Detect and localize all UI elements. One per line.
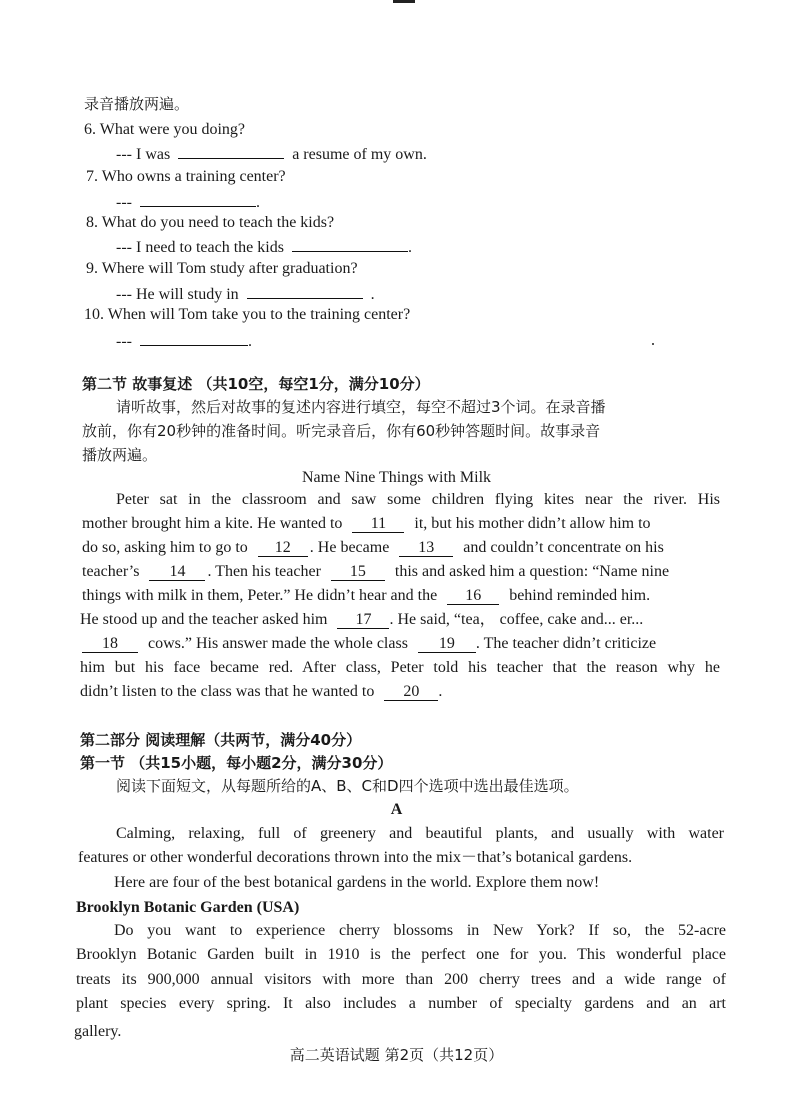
answer-blank-10[interactable] xyxy=(140,331,248,346)
story-line-6 xyxy=(80,610,793,630)
blank-16[interactable]: 16 xyxy=(447,587,499,605)
answer-suffix: . xyxy=(407,239,412,256)
answer-line-9 xyxy=(116,284,793,305)
answer-line-7 xyxy=(116,192,793,213)
story-line-2 xyxy=(82,514,793,534)
passage-a-p3-line3: treats its 900,000 annual visitors with more than 200 cherry trees and a wide range of xyxy=(76,971,726,988)
story-text: . He became xyxy=(309,539,390,556)
blank-12[interactable]: 12 xyxy=(258,539,308,557)
answer-blank-6[interactable] xyxy=(178,144,284,159)
story-line-4 xyxy=(82,562,793,582)
story-line-1: Peter sat in the classroom and saw some children flying kites near the river. His xyxy=(116,491,720,508)
section2-instruction-line3: 播放两遍。 xyxy=(82,446,158,464)
blank-15[interactable]: 15 xyxy=(331,563,385,581)
answer-suffix: . xyxy=(255,194,260,211)
garden-title: Brooklyn Botanic Garden (USA) xyxy=(76,899,300,916)
story-text: teacher’s xyxy=(82,563,140,580)
answer-blank-9[interactable] xyxy=(247,284,363,299)
answer-blank-8[interactable] xyxy=(292,237,408,252)
answer-prefix: --- I was xyxy=(116,146,171,163)
blank-20[interactable]: 20 xyxy=(384,683,438,701)
top-edge-mark xyxy=(393,0,415,3)
answer-line-6 xyxy=(116,144,793,165)
blank-11[interactable]: 11 xyxy=(352,515,404,533)
passage-a-p3-line2: Brooklyn Botanic Garden built in 1910 is the perfect one for you. This wonderful place xyxy=(76,946,726,963)
story-text: didn’t listen to the class was that he wanted to xyxy=(80,683,375,700)
part2-instruction: 阅读下面短文，从每题所给的A、B、C和D四个选项中选出最佳选项。 xyxy=(116,777,579,795)
section2-instruction-line1: 请听故事，然后对故事的复述内容进行填空，每空不超过3个词。在录音播 xyxy=(116,398,606,416)
story-text: do so, asking him to go to xyxy=(82,539,248,556)
part2-subheading: 第一节 （共15小题，每小题2分，满分30分） xyxy=(80,754,393,772)
section2-heading: 第二节 故事复述 （共10空，每空1分，满分10分） xyxy=(82,375,430,393)
answer-suffix: . xyxy=(370,286,375,303)
answer-prefix: --- xyxy=(116,194,132,211)
listening-intro-tail: 录音播放两遍。 xyxy=(84,95,190,113)
story-line-5 xyxy=(82,586,793,606)
answer-prefix: --- I need to teach the kids xyxy=(116,239,284,256)
question-6: 6. What were you doing? xyxy=(84,121,245,138)
answer-line-10 xyxy=(116,331,793,352)
story-text: this and asked him a question: “Name nine xyxy=(394,563,670,580)
answer-line-8 xyxy=(116,237,793,258)
story-line-9 xyxy=(80,682,793,702)
blank-17[interactable]: 17 xyxy=(337,611,389,629)
section2-instruction-line2: 放前，你有20秒钟的准备时间。听完录音后，你有60秒钟答题时间。故事录音 xyxy=(82,422,601,440)
page-footer: 高二英语试题 第2页（共12页） xyxy=(289,1046,504,1064)
answer-suffix: a resume of my own. xyxy=(292,146,427,163)
story-text: . He said, “tea， coffee, cake and... er... xyxy=(389,611,644,628)
story-line-3 xyxy=(82,538,793,558)
answer-suffix: . xyxy=(247,333,252,350)
story-text: and couldn’t concentrate on his xyxy=(463,539,664,556)
story-title: Name Nine Things with Milk xyxy=(301,469,492,486)
answer-prefix: --- xyxy=(116,333,132,350)
story-text: things with milk in them, Peter.” He didn’t hear and the xyxy=(82,587,438,604)
story-text: He stood up and the teacher asked him xyxy=(80,611,328,628)
passage-a-p3-line5: gallery. xyxy=(74,1023,122,1040)
part2-heading: 第二部分 阅读理解（共两节，满分40分） xyxy=(80,731,362,749)
passage-a-p1-line2: features or other wonderful decorations thrown into the mix－that’s botanical gardens. xyxy=(78,849,633,866)
story-line-7 xyxy=(82,634,793,654)
blank-14[interactable]: 14 xyxy=(149,563,205,581)
story-text: behind reminded him. xyxy=(509,587,651,604)
question-8: 8. What do you need to teach the kids? xyxy=(86,214,335,231)
passage-a-p3-line1: Do you want to experience cherry blossoms in New York? If so, the 52-acre xyxy=(114,922,726,939)
passage-a-p3-line4: plant species every spring. It also includes a number of specialty gardens and an art xyxy=(76,995,726,1012)
story-text: . Then his teacher xyxy=(207,563,321,580)
blank-18[interactable]: 18 xyxy=(82,635,138,653)
story-text: . xyxy=(438,683,443,700)
passage-a-p1-line1: Calming, relaxing, full of greenery and beautiful plants, and usually with water xyxy=(116,825,724,842)
story-line-8: him but his face became red. After class, Peter told his teacher that the reason why he xyxy=(80,659,720,676)
passage-label: A xyxy=(390,801,403,818)
story-text: . The teacher didn’t criticize xyxy=(475,635,657,652)
story-text: it, but his mother didn’t allow him to xyxy=(414,515,651,532)
blank-19[interactable]: 19 xyxy=(418,635,476,653)
question-9: 9. Where will Tom study after graduation? xyxy=(86,260,358,277)
answer-blank-7[interactable] xyxy=(140,192,256,207)
story-text: mother brought him a kite. He wanted to xyxy=(82,515,343,532)
blank-13[interactable]: 13 xyxy=(399,539,453,557)
speck xyxy=(652,343,654,345)
passage-a-p2: Here are four of the best botanical gardens in the world. Explore them now! xyxy=(114,874,600,891)
answer-prefix: --- He will study in xyxy=(116,286,239,303)
question-7: 7. Who owns a training center? xyxy=(86,168,286,185)
question-10: 10. When will Tom take you to the training center? xyxy=(84,306,411,323)
story-text: cows.” His answer made the whole class xyxy=(148,635,408,652)
